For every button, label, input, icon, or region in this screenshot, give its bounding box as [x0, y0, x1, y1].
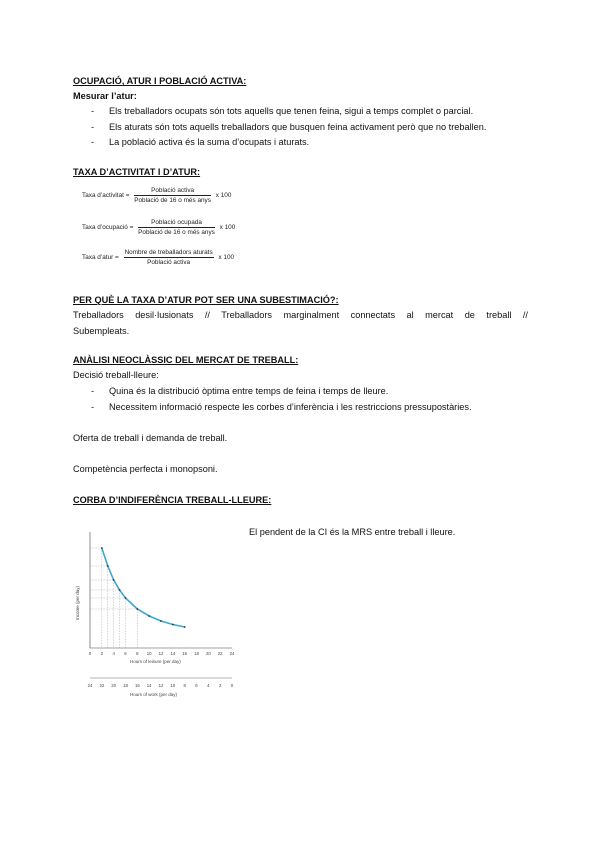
x-tick-label: 4: [112, 651, 115, 656]
curve-point: [172, 624, 174, 626]
x2-tick-label: 20: [111, 683, 117, 688]
x-tick-label: 6: [124, 651, 127, 656]
x-tick-label: 22: [217, 651, 223, 656]
x2-tick-label: 0: [230, 683, 234, 688]
x-tick-label: 0: [88, 651, 92, 656]
formula-ocupacio: Taxa d’ocupació = $\frac{\text{Població ocupada}}{\text{Població de 16 o més anys}}$ x 100: [82, 219, 236, 236]
x-tick-label: 14: [170, 651, 176, 656]
x-axis-label: Hours of leisure (per day): [130, 659, 181, 664]
section-heading-corba: CORBA D’INDIFERÈNCIA TREBALL-LLEURE:: [73, 495, 272, 505]
x2-tick-label: 6: [195, 683, 198, 688]
x2-tick-label: 4: [207, 683, 210, 688]
x-tick-label: 12: [158, 651, 164, 656]
list-item: - Els aturats són tots aquells treballadors que busquen feina activament però que no treballen.: [91, 122, 487, 132]
paragraph-competencia: Competència perfecta i monopsoni.: [73, 464, 218, 474]
list-item: - Quina és la distribució òptima entre temps de feina i temps de lleure.: [91, 386, 389, 396]
curve-point: [136, 608, 138, 610]
section-heading-subestimacio: PER QUÈ LA TAXA D’ATUR POT SER UNA SUBESTIMACIÓ?:: [73, 295, 339, 305]
x2-tick-label: 10: [170, 683, 176, 688]
list-item: - Els treballadors ocupats són tots aquells que tenen feina, sigui a temps complet o parcial.: [91, 106, 474, 116]
curve-point: [113, 579, 115, 581]
section-heading-neoclassic: ANÀLISI NEOCLÀSSIC DEL MERCAT DE TREBALL:: [73, 355, 299, 365]
x-tick-label: 24: [229, 651, 235, 656]
x2-tick-label: 24: [87, 683, 93, 688]
curve-point: [148, 615, 150, 617]
section-heading-ocupacio: OCUPACIÓ, ATUR I POBLACIÓ ACTIVA:: [73, 76, 247, 86]
x2-tick-label: 22: [99, 683, 105, 688]
x2-tick-label: 2: [218, 683, 222, 688]
x-tick-label: 10: [146, 651, 152, 656]
x2-tick-label: 8: [183, 683, 186, 688]
curve-point: [184, 626, 186, 628]
formula-atur: Taxa d’atur = $\frac{\text{Nombre de treballadors aturats}}{\text{Població activa}}$ x 100: [82, 249, 235, 266]
curve-point: [107, 565, 109, 567]
x-tick-label: 2: [100, 651, 104, 656]
curve-point: [125, 597, 127, 599]
subestimacio-text: Treballadors desil·lusionats // Treballadors marginalment connectats al mercat de treball // Subempleats.: [73, 310, 528, 336]
x2-axis-label: Hours of work (per day): [130, 692, 178, 697]
curve-point: [101, 547, 103, 549]
x2-tick-label: 18: [123, 683, 128, 688]
section-heading-taxa: TAXA D’ACTIVITAT I D’ATUR:: [73, 167, 201, 177]
x-tick-label: 20: [205, 651, 211, 656]
formula-activitat: Taxa d’activitat = $\frac{\text{Població activa}}{\text{Població de 16 o més anys}}$ x 100: [82, 187, 232, 204]
subheading-decisio: Decisió treball-lleure:: [73, 370, 159, 380]
indifference-curve-chart: [70, 520, 245, 705]
y-axis-label: Income (per day): [75, 585, 80, 620]
x2-tick-label: 14: [146, 683, 152, 688]
x-tick-label: 8: [136, 651, 139, 656]
pendent-note: El pendent de la CI és la MRS entre treball i lleure.: [249, 527, 456, 537]
indifference-curve: [102, 548, 185, 627]
list-item: - La població activa és la suma d’ocupats i aturats.: [91, 137, 310, 147]
x2-tick-label: 12: [158, 683, 164, 688]
paragraph-oferta: Oferta de treball i demanda de treball.: [73, 433, 228, 443]
x-tick-label: 16: [182, 651, 188, 656]
subheading-mesurar-atur: Mesurar l’atur:: [73, 91, 137, 101]
curve-point: [160, 620, 162, 622]
x-tick-label: 18: [194, 651, 199, 656]
list-item: - Necessitem informació respecte les corbes d’inferència i les restriccions pressupostàries.: [91, 402, 472, 412]
x2-tick-label: 16: [134, 683, 140, 688]
curve-point: [119, 589, 121, 591]
